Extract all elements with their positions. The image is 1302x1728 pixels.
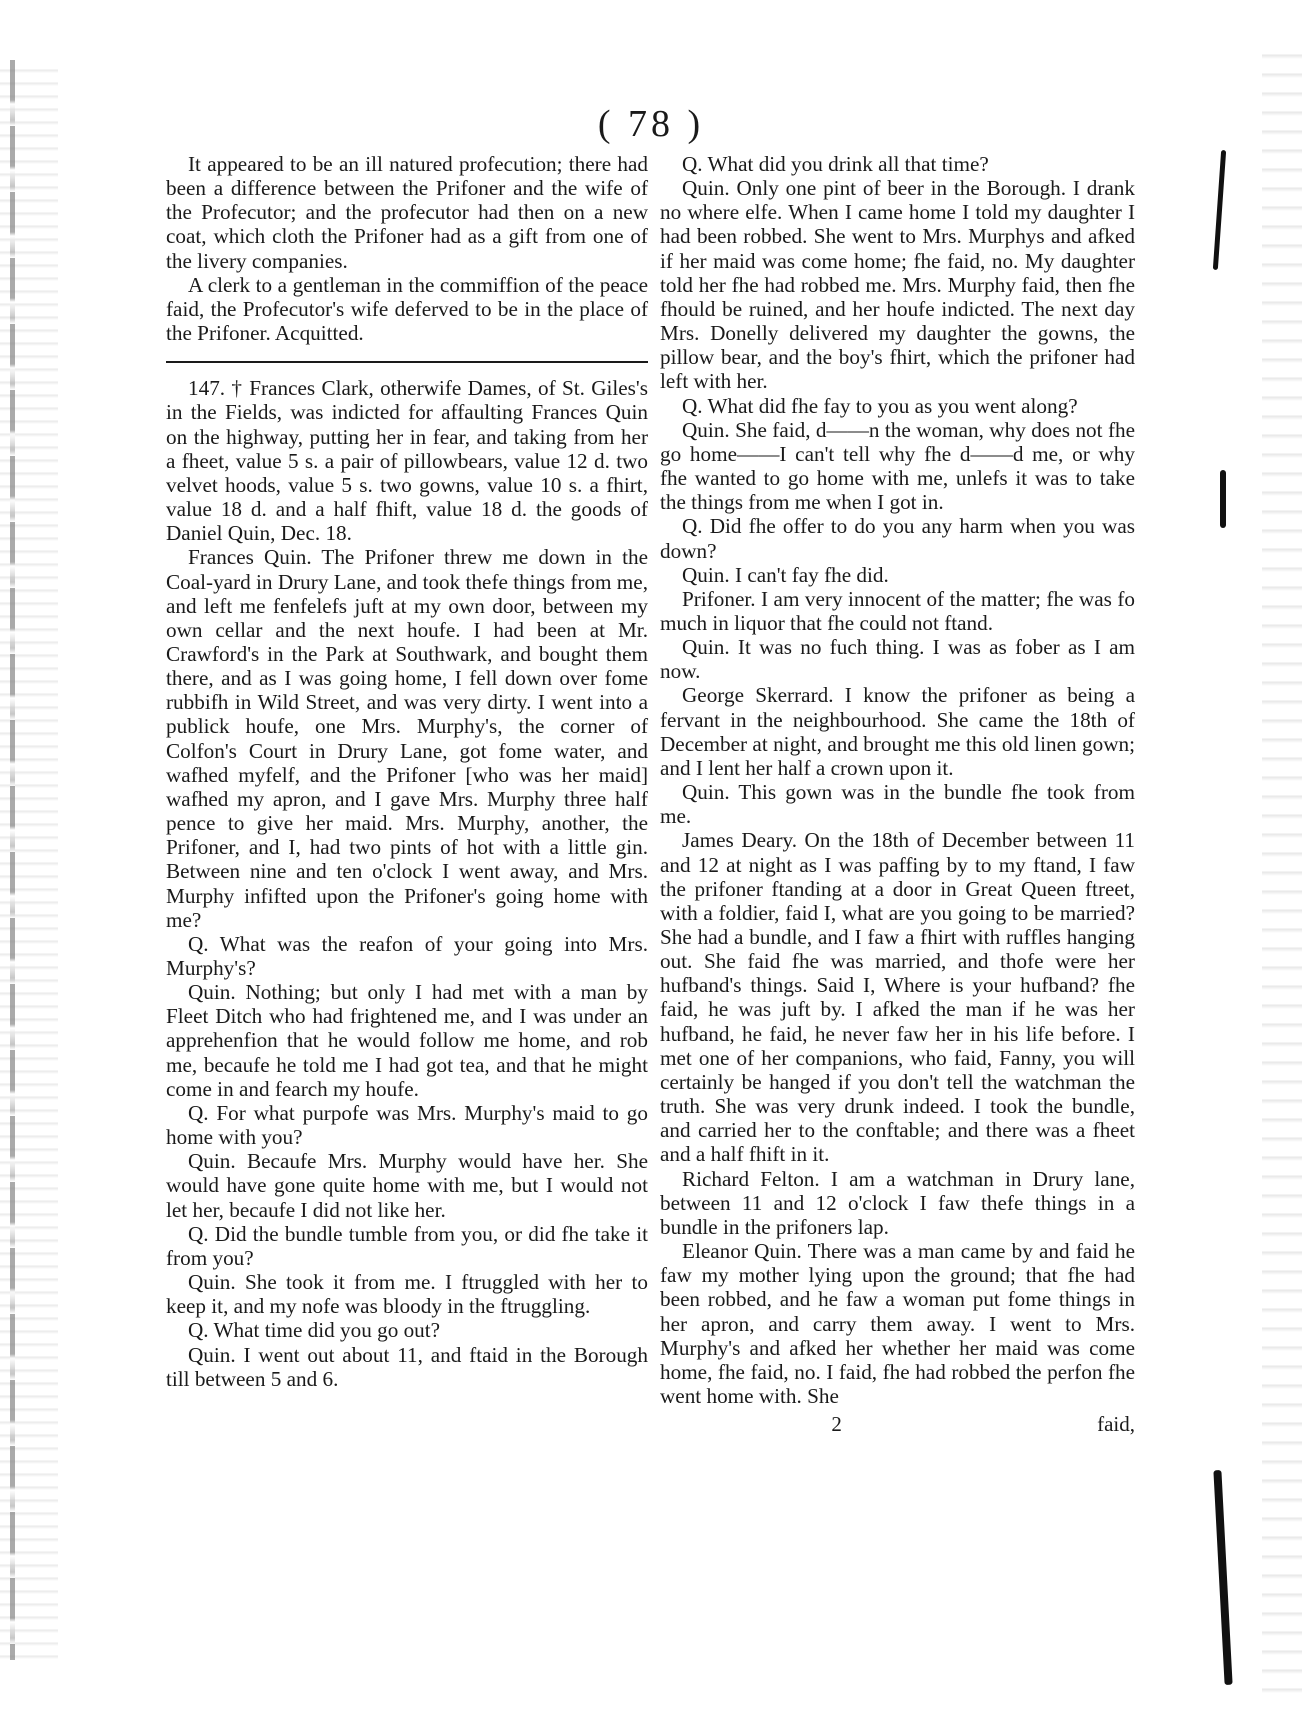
signature-mark: 2: [831, 1412, 842, 1437]
paragraph: Quin. She took it from me. I ftruggled with her to keep it, and my nofe was bloody in the ftruggling.: [166, 1270, 648, 1319]
paragraph: Quin. She faid, d——n the woman, why does not fhe go home——I can't tell why fhe d——d me, or why fhe wanted to go home with me, unlefs it was to take the things from me when I got in.: [660, 417, 1135, 515]
scan-edge-right: [1262, 40, 1302, 1700]
right-column: [660, 152, 1135, 1436]
paragraph: Q. For what purpofe was Mrs. Murphy's maid to go home with you?: [166, 1100, 648, 1150]
case-heading: 147. † Frances Clark, otherwife Dames, of St. Giles's in the Fields, was indicted for affaulting Frances Quin on the highway, putting her in fear, and taking from her a fheet, value 5 s. a pair of pillowbears, value 12 d. two velvet hoods, value 5 s. two gowns, value 10 s. a fhirt, value 18 d. and a half fhift, value 18 d. the goods of Daniel Quin, Dec. 18.: [166, 376, 648, 546]
paragraph: Quin. Nothing; but only I had met with a man by Fleet Ditch who had frightened me, and I was under an apprehenfion that he would follow me home, and rob me, becaufe he told me I had got tea, and that he might come in and fearch my houfe.: [166, 980, 648, 1101]
paragraph: Frances Quin. The Prifoner threw me down in the Coal-yard in Drury Lane, and took thefe things from me, and left me fenfelefs juft at my own door, between my own cellar and the next houfe. I had been at Mr. Crawford's in the Park at Southwark, and bought them there, and as I was going home, I fell down over fome rubbifh in Wild Street, and was very dirty. I went into a publick houfe, one Mrs. Murphy's, the corner of Colfon's Court in Drury Lane, got fome water, and wafhed myfelf, and the Prifoner [who was her maid] wafhed my apron, and I gave Mrs. Murphy three half pence to give her maid. Mrs. Murphy, another, the Prifoner, and I, had two pints of hot with a little gin. Between nine and ten o'clock I went away, and Mrs. Murphy infifted upon the Prifoner's going home with me?: [166, 545, 648, 932]
catchword: faid,: [1097, 1412, 1135, 1437]
ink-mark: [1213, 150, 1226, 270]
page-number: ( 78 ): [597, 103, 705, 145]
paragraph: Quin. It was no fuch thing. I was as fober as I am now.: [660, 635, 1135, 684]
scan-edge-left: [0, 60, 58, 1660]
page-footer: [660, 1412, 1135, 1436]
paragraph: Richard Felton. I am a watchman in Drury lane, between 11 and 12 o'clock I faw thefe things in a bundle in the prifoners lap.: [660, 1166, 1135, 1239]
paragraph: It appeared to be an ill natured profecution; there had been a difference between the Prifoner and the wife of the Profecutor; and the profecutor had then on a new coat, which cloth the Prifoner had as a gift from one of the livery companies.: [166, 152, 648, 273]
paragraph: Quin. I went out about 11, and ftaid in the Borough till between 5 and 6.: [166, 1342, 648, 1391]
paragraph: James Deary. On the 18th of December between 11 and 12 at night as I was paffing by to my ftand, I faw the prifoner ftanding at a door in Great Queen ftreet, with a foldier, faid I, what are you going to be married? She had a bundle, and I faw a fhirt with ruffles hanging out. She faid fhe was married, and thofe were her hufband's things. Said I, Where is your hufband? fhe faid, he was juft by. I afked the man if he was her hufband, he faid, he never faw her in his life before. I met one of her companions, who faid, Fanny, you will certainly be hanged if you don't tell the watchman the truth. She was very drunk indeed. I took the bundle, and carried her to the conftable; and there was a fheet and a half fhift in it.: [660, 828, 1135, 1167]
paragraph: Quin. I can't fay fhe did.: [682, 562, 889, 587]
section-divider: [166, 361, 648, 363]
paragraph: Eleanor Quin. There was a man came by and faid he faw my mother lying upon the ground; that fhe had been robbed, and he faw a woman put fome things in her apron, and carry them away. I went to Mrs. Murphy's and afked her whether her maid was come home, fhe faid, no. I faid, fhe had robbed the perfon fhe went home with. She: [660, 1239, 1135, 1408]
paragraph: Q. Did the bundle tumble from you, or did fhe take it from you?: [166, 1221, 648, 1270]
paragraph: Q. What was the reafon of your going into Mrs. Murphy's?: [166, 931, 648, 980]
paragraph: Q. Did fhe offer to do you any harm when you was down?: [660, 514, 1135, 563]
paragraph: Quin. Only one pint of beer in the Borough. I drank no where elfe. When I came home I told my daughter I had been robbed. She went to Mrs. Murphys and afked if her maid was come home; fhe faid, no. My daughter told her fhe had robbed me. Mrs. Murphy faid, then fhe fhould be ruined, and her houfe indicted. The next day Mrs. Donelly delivered my daughter the gowns, the pillow bear, and the boy's fhirt, which the prifoner had left with her.: [660, 176, 1135, 394]
paragraph: Q. What time did you go out?: [188, 1318, 441, 1343]
paragraph: A clerk to a gentleman in the commiffion of the peace faid, the Profecutor's wife deferved to be in the place of the Prifoner. Acquitted.: [166, 272, 648, 346]
paragraph: Q. What did fhe fay to you as you went along?: [682, 393, 1078, 418]
ink-mark: [1213, 1470, 1232, 1685]
paragraph: Q. What did you drink all that time?: [682, 152, 989, 176]
paragraph: Quin. This gown was in the bundle fhe took from me.: [660, 780, 1135, 829]
paragraph: Quin. Becaufe Mrs. Murphy would have her. She would have gone quite home with me, but I would not let her, becaufe I did not like her.: [166, 1149, 648, 1222]
paragraph: George Skerrard. I know the prifoner as being a fervant in the neighbourhood. She came the 18th of December at night, and brought me this old linen gown; and I lent her half a crown upon it.: [660, 683, 1135, 780]
binding-stripe: [10, 60, 15, 1660]
ink-mark: [1220, 470, 1226, 528]
paragraph: Prifoner. I am very innocent of the matter; fhe was fo much in liquor that fhe could not ftand.: [660, 586, 1135, 635]
left-column: [166, 152, 648, 1391]
